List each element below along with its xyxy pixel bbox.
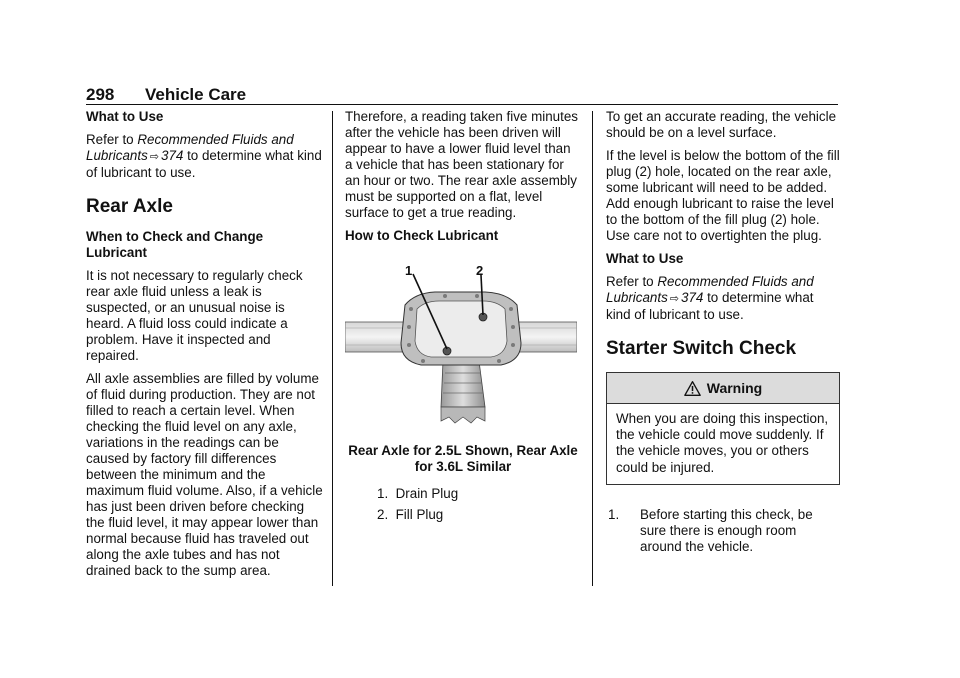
paragraph: Therefore, a reading taken five minutes after the vehicle has been driven will appear to have a lower fluid level than a vehicle that has been stationary for an hour or two. The rear axle assembly must be supported on a flat, level surface to get a true reading. [345,109,578,220]
paragraph: To get an accurate reading, the vehicle should be on a level surface. [606,109,837,140]
ref-link-page[interactable]: 374 [681,290,704,305]
what-to-use-heading: What to Use [606,251,684,266]
steps-list [606,507,840,555]
column-3 [606,109,840,555]
list-text: Fill Plug [395,507,444,522]
warning-header [607,373,839,404]
list-text: Before starting this check, be sure there is enough room around the vehicle. [640,506,813,554]
warning-triangle-icon [684,380,701,397]
paragraph: All axle assemblies are filled by volume of fluid during production. They are not filled to reach a certain level. When checking the fluid level on any axle, variations in the readings can be caused by factory fill differences between the minimum and the maximum fluid volume. Also, if a vehicle has just been driven before checking the fluid level, it may appear lower than normal because fluid has traveled out along the axle tubes and has not drained back to the sump area. [86,371,323,578]
when-to-check-heading: When to Check and Change Lubricant [86,229,264,260]
refer-prefix: Refer to [86,132,138,147]
list-number: 1. [377,486,389,501]
warning-text: When you are doing this inspection, the vehicle could move suddenly. If the vehicle moves, you or others could be injured. [616,411,829,475]
ref-link-page[interactable]: 374 [161,148,184,163]
fluid-reference-paragraph [86,132,324,181]
warning-box [606,372,840,485]
page-arrow-icon: ⇨ [669,293,680,305]
figure-caption: Rear Axle for 2.5L Shown, Rear Axle for 3.6L Similar [348,443,578,474]
list-number: 1. [608,506,620,522]
what-to-use-heading: What to Use [86,109,164,124]
list-item [606,507,840,555]
page-arrow-icon: ⇨ [149,151,160,163]
callout-1: 1 [405,265,413,278]
fluid-reference-paragraph [606,274,840,323]
column-1 [86,109,324,586]
list-text: Drain Plug [395,486,459,501]
paragraph: It is not necessary to regularly check rear axle fluid unless a leak is suspected, or an unusual noise is heard. A fluid loss could indicate a problem. Have it inspected and repaired. [86,268,303,363]
page-header [86,85,838,104]
ref-link-title[interactable]: Recommended Fluids and Lubricants [606,274,814,305]
refer-suffix: to determine what kind of lubricant to use. [606,290,814,322]
list-number: 2. [377,507,389,522]
paragraph: If the level is below the bottom of the fill plug (2) hole, located on the rear axle, some lubricant will need to be added. Add enough lubricant to raise the level to the bottom of the fill plug (2) hole. Use care not to overtighten the plug. [606,148,840,243]
column-divider-1 [332,111,333,586]
header-rule [86,104,838,105]
starter-switch-heading: Starter Switch Check [606,338,797,359]
section-title: Vehicle Care [145,85,247,104]
column-2 [345,109,581,528]
refer-prefix: Refer to [606,274,658,289]
warning-label: Warning [706,380,763,396]
ref-link-title[interactable]: Recommended Fluids and Lubricants [86,132,294,163]
rear-axle-heading: Rear Axle [86,196,173,217]
list-item [377,507,581,523]
figure-legend [345,486,581,523]
refer-suffix: to determine what kind of lubricant to use. [86,148,322,180]
list-item [377,486,581,502]
column-divider-2 [592,111,593,586]
how-to-check-heading: How to Check Lubricant [345,228,499,243]
callout-2: 2 [476,265,484,278]
page-number: 298 [86,85,115,104]
rear-axle-illustration [345,265,577,425]
